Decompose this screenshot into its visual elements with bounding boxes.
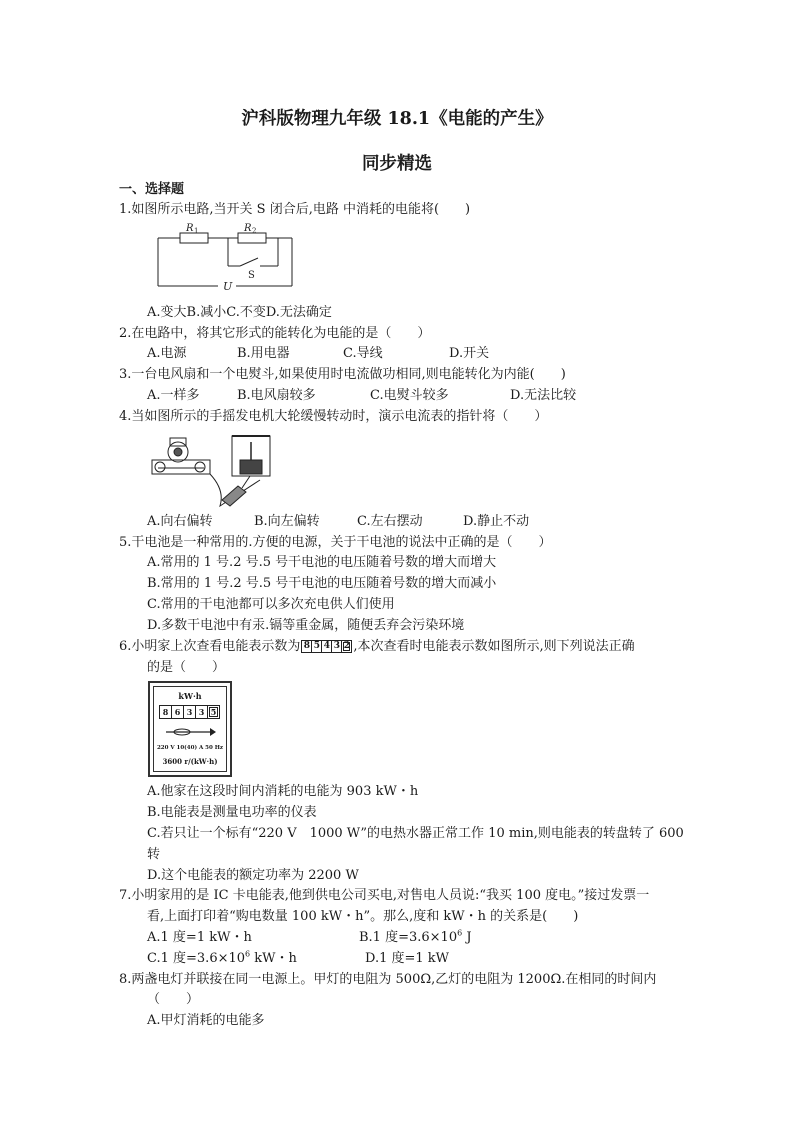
meter-unit: kW·h — [178, 691, 202, 701]
q8-option-a: A.甲灯消耗的电能多 — [147, 1013, 265, 1028]
q6-option-d: D.这个电能表的额定功率为 2200 W — [147, 868, 359, 883]
q4-option-c: C.左右摆动 — [357, 514, 423, 529]
digit: 3 — [332, 641, 342, 652]
digit: 2 — [343, 641, 351, 651]
q5-option-b: B.常用的 1 号.2 号.5 号干电池的电压随着号数的增大而减小 — [147, 576, 497, 591]
q7-option-c — [147, 950, 297, 968]
q7-option-d: D.1 度=1 kW — [365, 951, 450, 966]
q7-option-a: A.1 度=1 kW・h — [147, 930, 252, 945]
q4-generator-figure — [150, 430, 280, 512]
q7-option-c-text: C.1 度=3.6×10 — [147, 951, 246, 966]
q6-stem-a: 6.小明家上次查看电能表示数为 — [119, 639, 301, 654]
q5-stem: 5.干电池是一种常用的.方便的电源，关于干电池的说法中正确的是（ ） — [119, 535, 552, 550]
page-subtitle: 同步精选 — [362, 154, 432, 174]
q5-option-a: A.常用的 1 号.2 号.5 号干电池的电压随着号数的增大而增大 — [147, 555, 497, 570]
meter-disc-arrow-icon — [164, 727, 216, 737]
q6-option-c: C.若只让一个标有“220 V 1000 W”的电热水器正常工作 10 min,则电能表的转盘转了 600 — [147, 826, 684, 841]
q8-stem-line2: （ ） — [147, 992, 200, 1007]
q3-option-d: D.无法比较 — [510, 388, 577, 403]
meter-digits — [159, 705, 220, 719]
q7-option-b-unit: J — [462, 930, 472, 945]
meter-digit: 8 — [160, 706, 172, 718]
q1-switch-label: S — [248, 270, 255, 281]
q6-stem-b: ,本次查看时电能表示数如图所示,则下列说法正确 — [353, 639, 635, 654]
q1-r2-label: R — [244, 223, 252, 234]
q2-option-a: A.电源 — [147, 346, 187, 361]
digit: 5 — [312, 641, 322, 652]
page-title: 沪科版物理九年级 18.1《电能的产生》 — [241, 109, 553, 129]
q7-option-b — [359, 929, 472, 947]
q6-previous-reading — [301, 640, 352, 653]
q2-option-c: C.导线 — [343, 346, 383, 361]
meter-rating: 220 V 10(40) A 50 Hz — [156, 745, 224, 751]
q1-options: A.变大B.减小C.不变D.无法确定 — [147, 305, 332, 320]
q2-option-d: D.开关 — [449, 346, 490, 361]
q7-stem-line1: 7.小明家用的是 IC 卡电能表,他到供电公司买电,对售电人员说:“我买 100 度电。”接过发票一 — [119, 888, 650, 903]
q6-option-a: A.他家在这段时间内消耗的电能为 903 kW・h — [147, 784, 419, 799]
q8-stem-line1: 8.两盏电灯并联接在同一电源上。甲灯的电阻为 500Ω,乙灯的电阻为 1200Ω.在相同的时间内 — [119, 972, 657, 987]
digit: 4 — [322, 641, 332, 652]
q1-r1-label: R — [186, 223, 194, 234]
q5-option-c: C.常用的干电池都可以多次充电供人们使用 — [147, 597, 395, 612]
q4-stem: 4.当如图所示的手摇发电机大轮缓慢转动时，演示电流表的指针将（ ） — [119, 409, 548, 424]
q3-stem: 3.一台电风扇和一个电熨斗,如果使用时电流做功相同,则电能转化为内能( ) — [119, 367, 566, 382]
q3-option-a: A.一样多 — [147, 388, 200, 403]
q7-option-c-exponent: 6 — [245, 949, 251, 959]
meter-digit: 3 — [184, 706, 196, 718]
meter-digit: 3 — [196, 706, 208, 718]
meter-constant: 3600 r/(kW·h) — [162, 757, 218, 766]
q1-voltage-label: U — [223, 280, 233, 293]
q6-stem-line2: 的是（ ） — [147, 660, 226, 675]
q2-stem: 2.在电路中，将其它形式的能转化为电能的是（ ） — [119, 326, 431, 341]
q6-option-b: B.电能表是测量电功率的仪表 — [147, 805, 317, 820]
q2-option-b: B.用电器 — [237, 346, 290, 361]
q5-option-d: D.多数干电池中有汞.镉等重金属，随便丢弃会污染环境 — [147, 618, 465, 633]
q6-option-c-cont: 转 — [147, 847, 161, 862]
q7-option-c-unit: kW・h — [250, 951, 297, 966]
q6-stem-line1 — [119, 638, 635, 656]
q1-circuit-figure — [150, 222, 300, 298]
meter-digit: 5 — [208, 706, 219, 718]
q4-option-a: A.向右偏转 — [147, 514, 213, 529]
q3-option-b: B.电风扇较多 — [237, 388, 316, 403]
digit: 8 — [302, 641, 312, 652]
q1-r2-sub: 2 — [252, 227, 257, 235]
q7-stem-line2: 看,上面打印着“购电数量 100 kW・h”。那么,度和 kW・h 的关系是( ) — [147, 909, 579, 924]
meter-digit: 6 — [172, 706, 184, 718]
q6-meter-figure — [148, 681, 232, 777]
q1-stem: 1.如图所示电路,当开关 S 闭合后,电路 中消耗的电能将( ) — [119, 202, 471, 217]
q3-option-c: C.电熨斗较多 — [370, 388, 449, 403]
q4-option-b: B.向左偏转 — [254, 514, 320, 529]
section-heading: 一、选择题 — [119, 182, 185, 197]
q7-option-b-text: B.1 度=3.6×10 — [359, 930, 458, 945]
q4-option-d: D.静止不动 — [463, 514, 530, 529]
q7-option-b-exponent: 6 — [457, 928, 463, 938]
q1-r1-sub: 1 — [194, 227, 199, 235]
